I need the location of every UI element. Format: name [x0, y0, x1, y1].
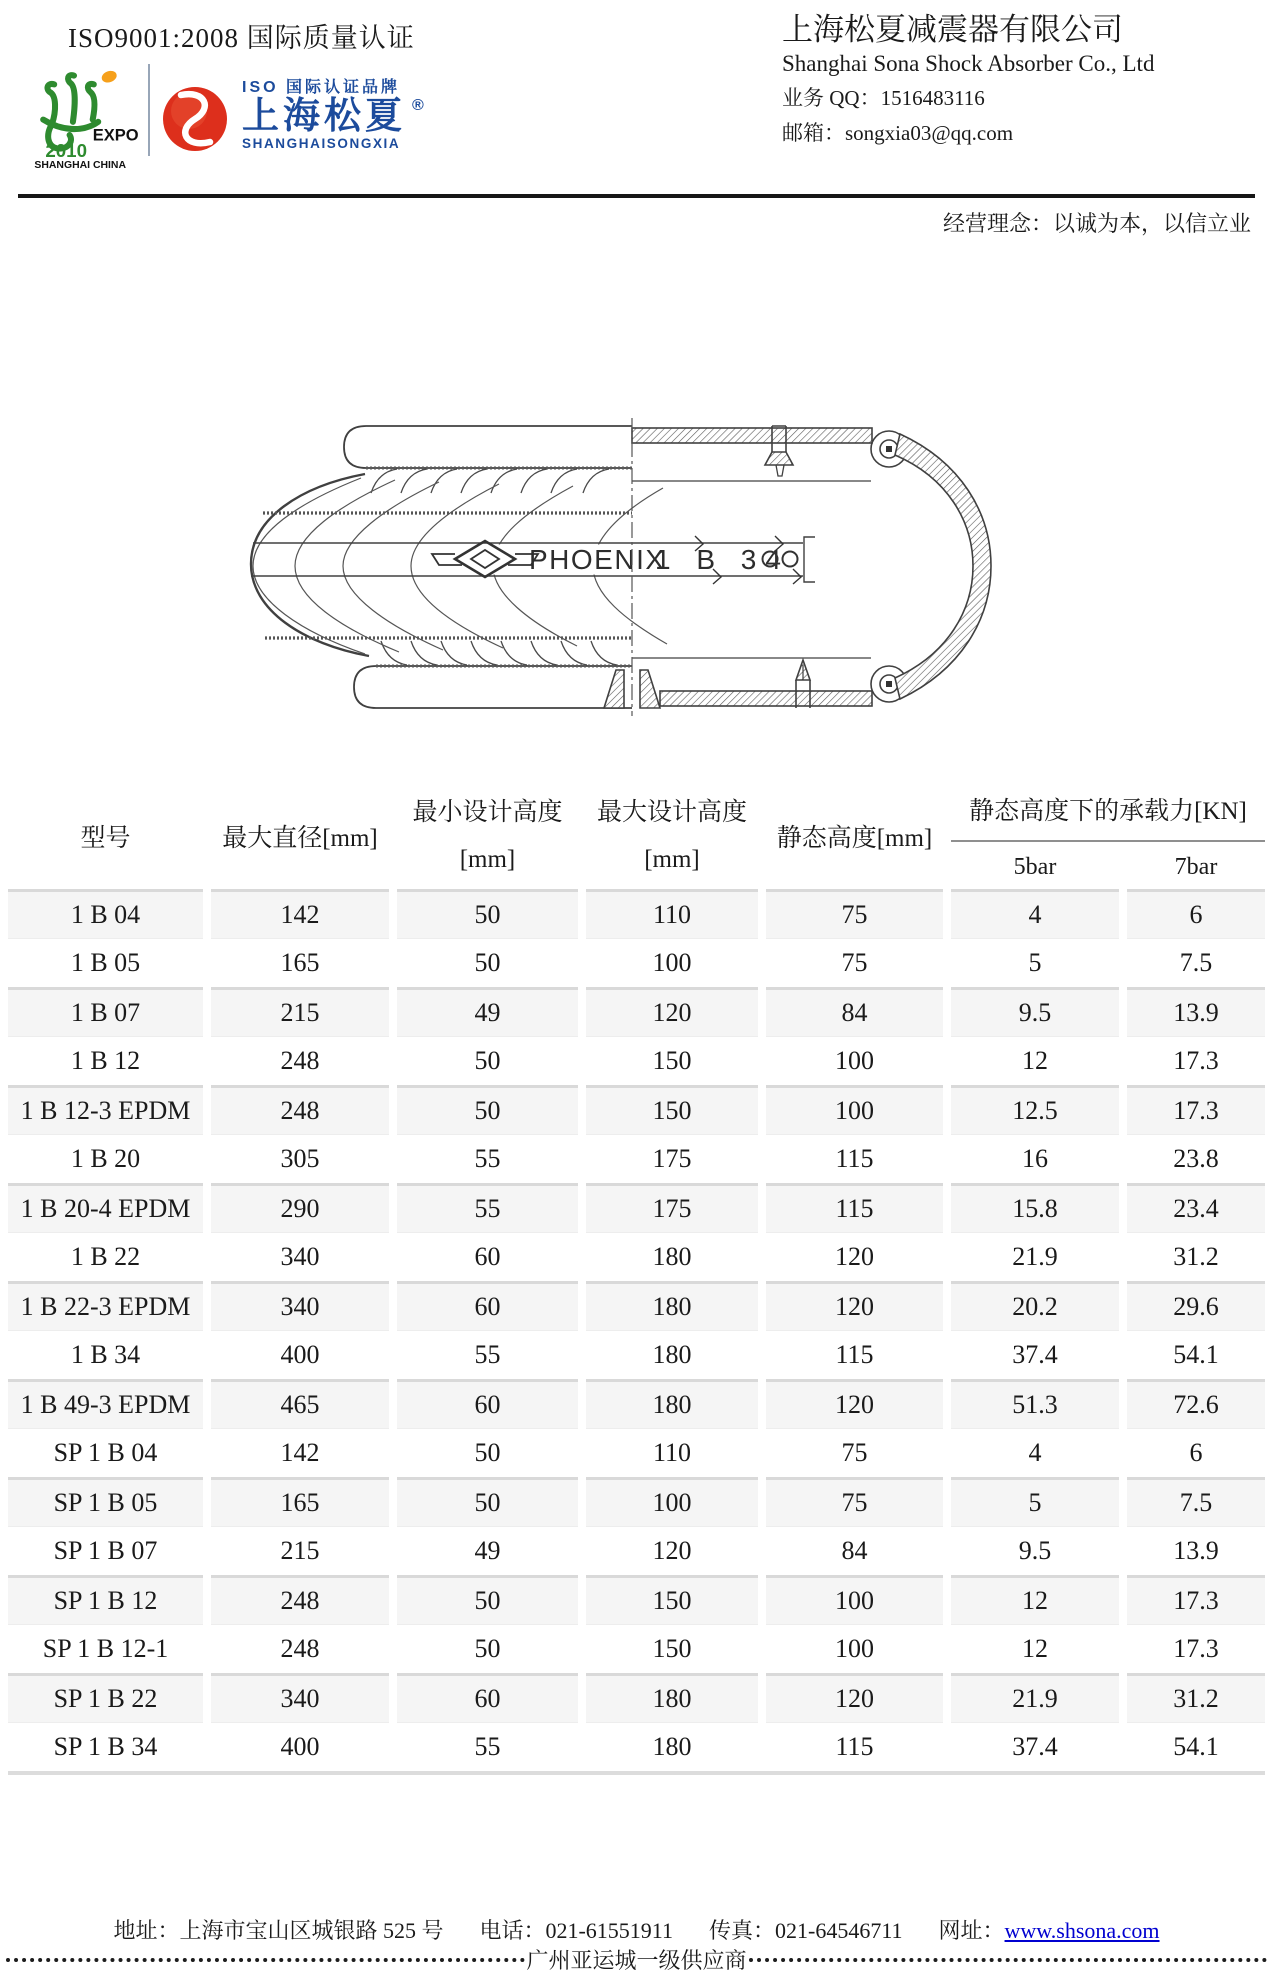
cell-min-design-height: 50 [397, 1085, 578, 1134]
cell-load-7bar: 31.2 [1127, 1673, 1265, 1722]
col-header-max-design-height [586, 783, 758, 889]
cell-min-design-height: 49 [397, 987, 578, 1036]
cell-load-5bar: 5 [951, 938, 1119, 987]
cell-max-diameter: 340 [211, 1673, 389, 1722]
cell-min-design-height: 60 [397, 1232, 578, 1281]
min-design-height-unit: [mm] [459, 846, 516, 873]
cell-load-5bar: 5 [951, 1477, 1119, 1526]
col-header-model: 型号 [80, 825, 131, 852]
table-body [8, 889, 1265, 1775]
footer-web [939, 1914, 1160, 1945]
cell-max-design-height: 150 [586, 1085, 758, 1134]
cell-static-height: 75 [766, 938, 943, 987]
table-row [8, 1085, 1265, 1134]
table-header [8, 783, 1265, 889]
cell-load-7bar: 6 [1127, 1428, 1265, 1477]
table-row [8, 1379, 1265, 1428]
cell-static-height: 115 [766, 1330, 943, 1379]
load-group-label: 静态高度下的承载力[KN] [969, 798, 1247, 825]
cell-static-height: 75 [766, 889, 943, 938]
col-header-static-height: 静态高度[mm] [776, 825, 933, 852]
table-row [8, 1526, 1265, 1575]
cell-max-diameter: 400 [211, 1330, 389, 1379]
cell-max-diameter: 340 [211, 1232, 389, 1281]
footer-address: 地址：上海市宝山区城银路 525 号 [113, 1918, 444, 1943]
table-row [8, 1624, 1265, 1673]
cell-max-diameter: 400 [211, 1722, 389, 1771]
min-design-height-line1: 最小设计高度 [412, 799, 563, 826]
table-row [8, 889, 1265, 938]
brand-iso-tagline: ISO 国际认证品牌 [242, 79, 401, 96]
cell-min-design-height: 55 [397, 1183, 578, 1232]
brand-name-cn-text: 上海松夏 [242, 95, 406, 136]
cell-max-design-height: 175 [586, 1183, 758, 1232]
logo-divider [148, 64, 150, 156]
cell-load-7bar: 72.6 [1127, 1379, 1265, 1428]
cell-min-design-height: 50 [397, 938, 578, 987]
col-header-load-group [951, 783, 1265, 889]
cell-load-5bar: 37.4 [951, 1722, 1119, 1771]
cell-load-7bar: 13.9 [1127, 987, 1265, 1036]
cell-static-height: 100 [766, 1575, 943, 1624]
footer-supplier-line [6, 1944, 1267, 1975]
cell-min-design-height: 50 [397, 1624, 578, 1673]
cell-max-design-height: 180 [586, 1232, 758, 1281]
cell-min-design-height: 50 [397, 1036, 578, 1085]
cell-max-design-height: 120 [586, 1526, 758, 1575]
drawing-model-label: 1 B 34 [655, 544, 790, 575]
table-row [8, 938, 1265, 987]
cell-load-7bar: 17.3 [1127, 1085, 1265, 1134]
cell-min-design-height: 55 [397, 1330, 578, 1379]
brand-name-en: SHANGHAISONGXIA [242, 135, 401, 151]
cell-min-design-height: 60 [397, 1281, 578, 1330]
cell-static-height: 84 [766, 1526, 943, 1575]
cell-static-height: 100 [766, 1085, 943, 1134]
dotted-rule-right [749, 1958, 1268, 1962]
cell-max-design-height: 180 [586, 1673, 758, 1722]
cell-load-7bar: 17.3 [1127, 1575, 1265, 1624]
company-block [782, 12, 1262, 147]
table-row [8, 1575, 1265, 1624]
cell-model: 1 B 12 [8, 1036, 203, 1085]
cell-model: 1 B 22-3 EPDM [8, 1281, 203, 1330]
cell-max-diameter: 340 [211, 1281, 389, 1330]
cell-max-diameter: 248 [211, 1575, 389, 1624]
cell-static-height: 115 [766, 1134, 943, 1183]
cell-load-5bar: 51.3 [951, 1379, 1119, 1428]
company-name-cn: 上海松夏减震器有限公司 [782, 12, 1123, 47]
cell-max-diameter: 305 [211, 1134, 389, 1183]
cell-static-height: 84 [766, 987, 943, 1036]
cell-min-design-height: 60 [397, 1379, 578, 1428]
max-design-height-line1: 最大设计高度 [596, 799, 747, 826]
cell-model: SP 1 B 34 [8, 1722, 203, 1771]
cell-max-design-height: 180 [586, 1281, 758, 1330]
iso-cert-text: ISO9001:2008 国际质量认证 [68, 23, 415, 53]
table-row [8, 1673, 1265, 1722]
cell-max-design-height: 120 [586, 987, 758, 1036]
cell-min-design-height: 55 [397, 1134, 578, 1183]
cell-model: SP 1 B 07 [8, 1526, 203, 1575]
table-row [8, 1428, 1265, 1477]
logo-row [30, 58, 424, 168]
table-row [8, 1722, 1265, 1771]
expo-year: 2010 [45, 140, 87, 161]
table-row [8, 987, 1265, 1036]
cell-static-height: 120 [766, 1232, 943, 1281]
company-qq-line: 业务 QQ：1516483116 [782, 86, 985, 110]
cell-min-design-height: 50 [397, 1575, 578, 1624]
brand-text-block [242, 74, 424, 151]
air-spring-technical-drawing [243, 418, 998, 716]
cell-load-7bar: 54.1 [1127, 1722, 1265, 1771]
cell-max-diameter: 215 [211, 987, 389, 1036]
col-header-max-diameter: 最大直径[mm] [222, 825, 378, 852]
cell-min-design-height: 49 [397, 1526, 578, 1575]
cell-load-5bar: 12 [951, 1575, 1119, 1624]
cell-model: 1 B 34 [8, 1330, 203, 1379]
cell-static-height: 120 [766, 1379, 943, 1428]
cell-static-height: 115 [766, 1183, 943, 1232]
cell-max-design-height: 100 [586, 938, 758, 987]
table-row [8, 1134, 1265, 1183]
website-link[interactable]: www.shsona.com [1004, 1918, 1160, 1943]
company-email-line: 邮箱：songxia03@qq.com [782, 121, 1014, 145]
cell-load-5bar: 12 [951, 1036, 1119, 1085]
cell-load-7bar: 31.2 [1127, 1232, 1265, 1281]
cell-min-design-height: 50 [397, 889, 578, 938]
cell-load-5bar: 12 [951, 1624, 1119, 1673]
col-header-5bar: 5bar [1013, 854, 1057, 880]
cell-load-7bar: 54.1 [1127, 1330, 1265, 1379]
cell-load-5bar: 12.5 [951, 1085, 1119, 1134]
col-header-min-design-height [397, 783, 578, 889]
cell-load-5bar: 9.5 [951, 1526, 1119, 1575]
cell-max-design-height: 175 [586, 1134, 758, 1183]
table-row [8, 1232, 1265, 1281]
cell-model: SP 1 B 22 [8, 1673, 203, 1722]
dotted-rule-left [6, 1958, 525, 1962]
red-ball-icon [160, 84, 230, 154]
table-row [8, 1330, 1265, 1379]
table-row [8, 1281, 1265, 1330]
load-group-rule [951, 840, 1265, 842]
table-row [8, 1183, 1265, 1232]
cell-max-diameter: 142 [211, 889, 389, 938]
cell-load-5bar: 15.8 [951, 1183, 1119, 1232]
cell-model: SP 1 B 12-1 [8, 1624, 203, 1673]
cell-model: 1 B 04 [8, 889, 203, 938]
cell-static-height: 120 [766, 1281, 943, 1330]
cell-load-5bar: 4 [951, 1428, 1119, 1477]
drawing-brand-label: PHOENIX [529, 544, 666, 575]
cell-max-diameter: 248 [211, 1624, 389, 1673]
cell-model: 1 B 07 [8, 987, 203, 1036]
cell-min-design-height: 55 [397, 1722, 578, 1771]
cell-load-5bar: 37.4 [951, 1330, 1119, 1379]
company-name-en: Shanghai Sona Shock Absorber Co., Ltd [782, 51, 1155, 76]
cell-max-diameter: 165 [211, 938, 389, 987]
cell-min-design-height: 50 [397, 1428, 578, 1477]
cell-max-design-height: 110 [586, 1428, 758, 1477]
cell-load-7bar: 23.4 [1127, 1183, 1265, 1232]
cell-max-diameter: 248 [211, 1036, 389, 1085]
footer-fax: 传真：021-64546711 [709, 1918, 903, 1943]
cell-min-design-height: 60 [397, 1673, 578, 1722]
cell-max-diameter: 165 [211, 1477, 389, 1526]
footer-contact-line [0, 1914, 1273, 1945]
cell-load-7bar: 17.3 [1127, 1624, 1265, 1673]
cell-load-5bar: 16 [951, 1134, 1119, 1183]
cell-model: 1 B 49-3 EPDM [8, 1379, 203, 1428]
cell-max-diameter: 215 [211, 1526, 389, 1575]
brand-name-cn [242, 97, 424, 136]
cell-static-height: 75 [766, 1477, 943, 1526]
cell-static-height: 100 [766, 1036, 943, 1085]
registered-mark-icon: ® [412, 97, 424, 114]
cell-model: SP 1 B 05 [8, 1477, 203, 1526]
expo-orange-dot [100, 69, 118, 85]
slogan-text: 经营理念：以诚为本，以信立业 [942, 211, 1251, 236]
cell-load-7bar: 13.9 [1127, 1526, 1265, 1575]
cell-model: 1 B 20 [8, 1134, 203, 1183]
cell-max-design-height: 150 [586, 1624, 758, 1673]
cell-max-diameter: 290 [211, 1183, 389, 1232]
cell-min-design-height: 50 [397, 1477, 578, 1526]
cell-model: 1 B 20-4 EPDM [8, 1183, 203, 1232]
cell-load-7bar: 23.8 [1127, 1134, 1265, 1183]
expo-2010-logo [30, 58, 140, 168]
table-row [8, 1477, 1265, 1526]
cell-max-design-height: 150 [586, 1036, 758, 1085]
cell-max-diameter: 248 [211, 1085, 389, 1134]
cell-max-design-height: 180 [586, 1722, 758, 1771]
cell-max-design-height: 100 [586, 1477, 758, 1526]
cell-load-7bar: 7.5 [1127, 938, 1265, 987]
cell-load-7bar: 29.6 [1127, 1281, 1265, 1330]
cell-max-design-height: 180 [586, 1330, 758, 1379]
cell-load-5bar: 21.9 [951, 1673, 1119, 1722]
expo-word: EXPO [92, 126, 139, 145]
cell-load-5bar: 4 [951, 889, 1119, 938]
cell-model: SP 1 B 04 [8, 1428, 203, 1477]
supplier-banner: 广州亚运城一级供应商 [526, 1948, 747, 1973]
header-rule [18, 194, 1255, 198]
cell-max-diameter: 465 [211, 1379, 389, 1428]
cell-max-design-height: 150 [586, 1575, 758, 1624]
cell-model: 1 B 05 [8, 938, 203, 987]
cell-max-diameter: 142 [211, 1428, 389, 1477]
col-header-7bar: 7bar [1174, 854, 1218, 880]
cell-max-design-height: 180 [586, 1379, 758, 1428]
cell-load-7bar: 17.3 [1127, 1036, 1265, 1085]
cell-static-height: 120 [766, 1673, 943, 1722]
cell-static-height: 75 [766, 1428, 943, 1477]
cell-model: 1 B 22 [8, 1232, 203, 1281]
footer-web-label: 网址： [938, 1918, 1005, 1943]
cell-load-5bar: 9.5 [951, 987, 1119, 1036]
cell-load-7bar: 7.5 [1127, 1477, 1265, 1526]
cell-load-5bar: 20.2 [951, 1281, 1119, 1330]
brand-ball-logo [160, 84, 230, 159]
expo-location: SHANGHAI CHINA [34, 160, 127, 168]
cell-model: 1 B 12-3 EPDM [8, 1085, 203, 1134]
cell-static-height: 115 [766, 1722, 943, 1771]
cell-load-5bar: 21.9 [951, 1232, 1119, 1281]
max-design-height-unit: [mm] [644, 846, 700, 873]
cell-static-height: 100 [766, 1624, 943, 1673]
footer-phone: 电话：021-61551911 [479, 1918, 673, 1943]
cell-load-7bar: 6 [1127, 889, 1265, 938]
cell-model: SP 1 B 12 [8, 1575, 203, 1624]
cell-max-design-height: 110 [586, 889, 758, 938]
table-row [8, 1036, 1265, 1085]
